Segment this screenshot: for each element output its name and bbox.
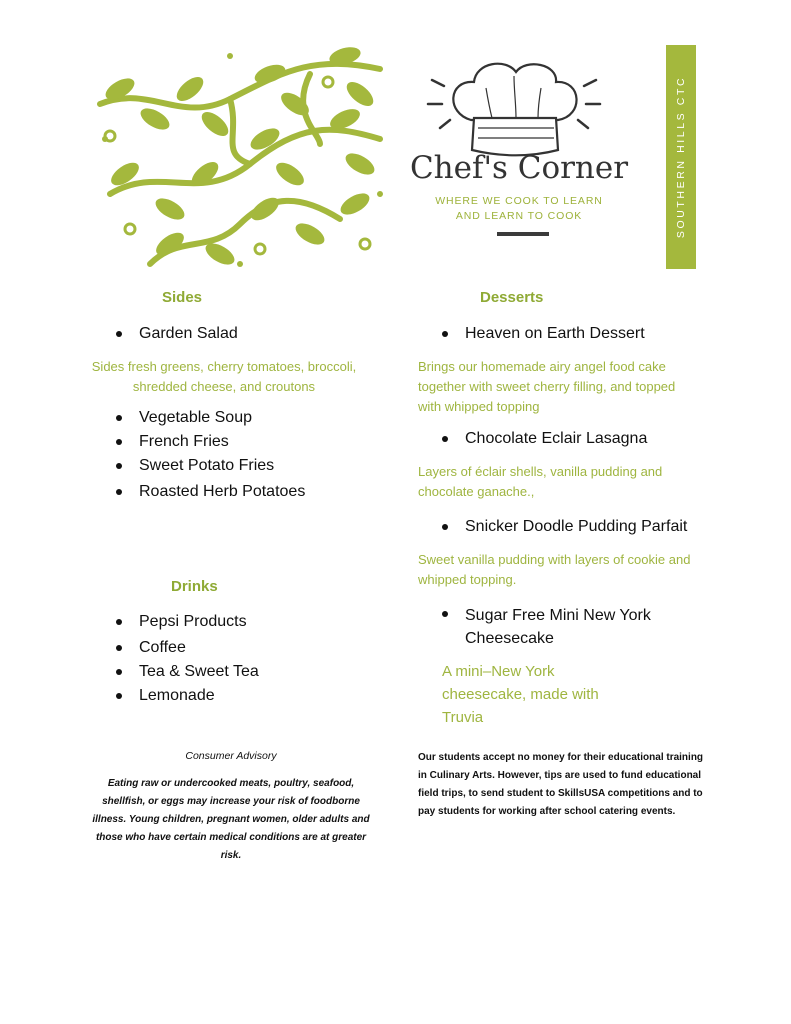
drinks-heading: Drinks — [171, 578, 218, 595]
drinks-item-coffee: Coffee — [139, 639, 186, 656]
desserts-item-eclair-lasagna: Chocolate Eclair Lasagna — [465, 430, 648, 447]
logo-divider — [497, 232, 549, 236]
consumer-advisory-body: Eating raw or undercooked meats, poultry, seafood, shellfish, or eggs may increase your risk of foodborne illness. Young children, pregnant women, older adults and those who have certain medical conditions are at greater risk. — [92, 778, 370, 861]
ribbon-text: SOUTHERN HILLS CTC — [675, 75, 688, 239]
brand-title: Chef's Corner — [409, 150, 629, 186]
sides-heading: Sides — [162, 289, 203, 306]
tagline-line-2: AND LEARN TO COOK — [455, 210, 583, 222]
drinks-item-pepsi: Pepsi Products — [139, 613, 247, 630]
desserts-item-snicker-doodle-parfait-description: Sweet vanilla pudding with layers of cookie and whipped topping. — [418, 552, 691, 587]
desserts-item-heaven-on-earth-description: Brings our homemade airy angel food cake together with sweet cherry filling, and topped with whipped topping — [418, 359, 676, 414]
sides-item-garden-salad-description: Sides fresh greens, cherry tomatoes, broccoli, shredded cheese, and croutons — [91, 359, 357, 394]
desserts-item-heaven-on-earth: Heaven on Earth Dessert — [465, 325, 645, 342]
consumer-advisory-title: Consumer Advisory — [185, 750, 277, 762]
desserts-item-ny-cheesecake: Sugar Free Mini New York Cheesecake — [465, 604, 685, 650]
ribbon-label — [666, 45, 696, 269]
tips-note: Our students accept no money for their educational training in Culinary Arts. However, tips are used to fund educational field trips, to send student to SkillsUSA competitions and to pay students for working after school catering events. — [418, 752, 704, 817]
sides-item-garden-salad: Garden Salad — [139, 325, 238, 342]
desserts-heading: Desserts — [480, 289, 544, 306]
drinks-item-tea: Tea & Sweet Tea — [139, 663, 259, 680]
sides-item-french-fries: French Fries — [139, 433, 229, 450]
vine-leaf-illustration — [90, 44, 386, 269]
desserts-item-snicker-doodle-parfait: Snicker Doodle Pudding Parfait — [465, 518, 688, 535]
sides-item-vegetable-soup: Vegetable Soup — [139, 409, 252, 426]
desserts-item-ny-cheesecake-description: A mini–New York cheesecake, made with Truvia — [442, 663, 599, 726]
tagline-line-1: WHERE WE COOK TO LEARN — [435, 195, 603, 207]
drinks-item-lemonade: Lemonade — [139, 687, 215, 704]
sides-item-roasted-herb-potatoes: Roasted Herb Potatoes — [139, 483, 306, 500]
desserts-item-eclair-lasagna-description: Layers of éclair shells, vanilla pudding and chocolate ganache., — [418, 464, 663, 499]
chef-hat-icon — [426, 58, 602, 158]
sides-item-sweet-potato-fries: Sweet Potato Fries — [139, 457, 275, 474]
